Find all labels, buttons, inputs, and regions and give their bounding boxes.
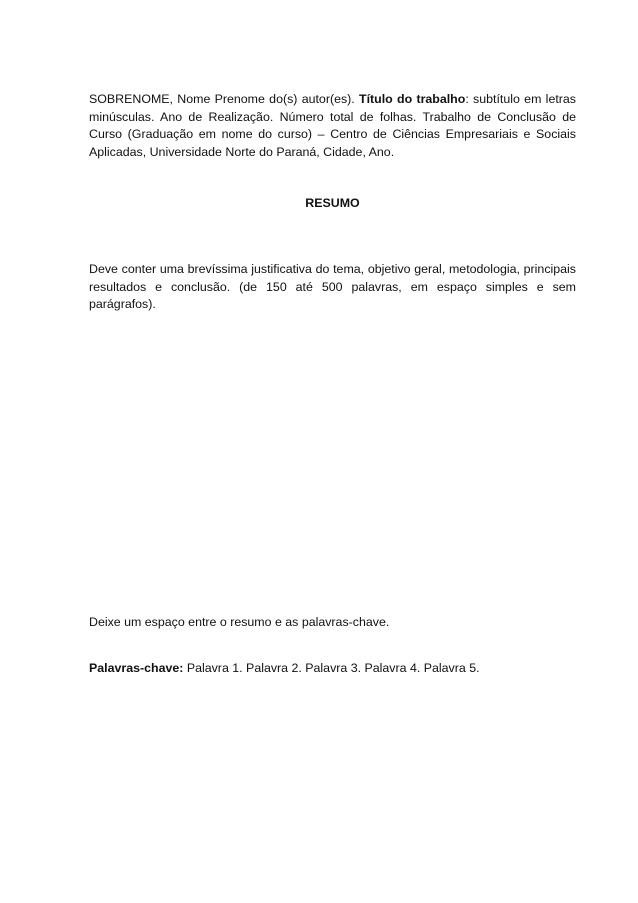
abstract-text: Deve conter uma brevíssima justificativa do tema, objetivo geral, metodologia, principais resultados e conclusão. (de 150 até 500 palavras, em espaço simples e sem parágrafos). [89, 262, 576, 311]
keywords-label: Palavras-chave: [89, 661, 184, 675]
spacing-note: Deixe um espaço entre o resumo e as palavras-chave. [89, 615, 390, 629]
bibliographic-reference [89, 91, 576, 161]
page-title: RESUMO [305, 196, 360, 210]
reference-details: : subtítulo em letras minúsculas. Ano de Realização. Número total de folhas. Trabalho de Conclusão de Curso (Graduação em nome do curso) – Centro de Ciências Empresariais e Sociais Aplicadas, Universidade Norte do Paraná, Cidade, Ano. [89, 92, 576, 159]
keywords-line [89, 660, 576, 678]
reference-title: Título do trabalho [359, 92, 466, 106]
reference-authors: SOBRENOME, Nome Prenome do(s) autor(es). [89, 92, 360, 106]
keywords-values: Palavra 1. Palavra 2. Palavra 3. Palavra 4. Palavra 5. [183, 661, 480, 675]
